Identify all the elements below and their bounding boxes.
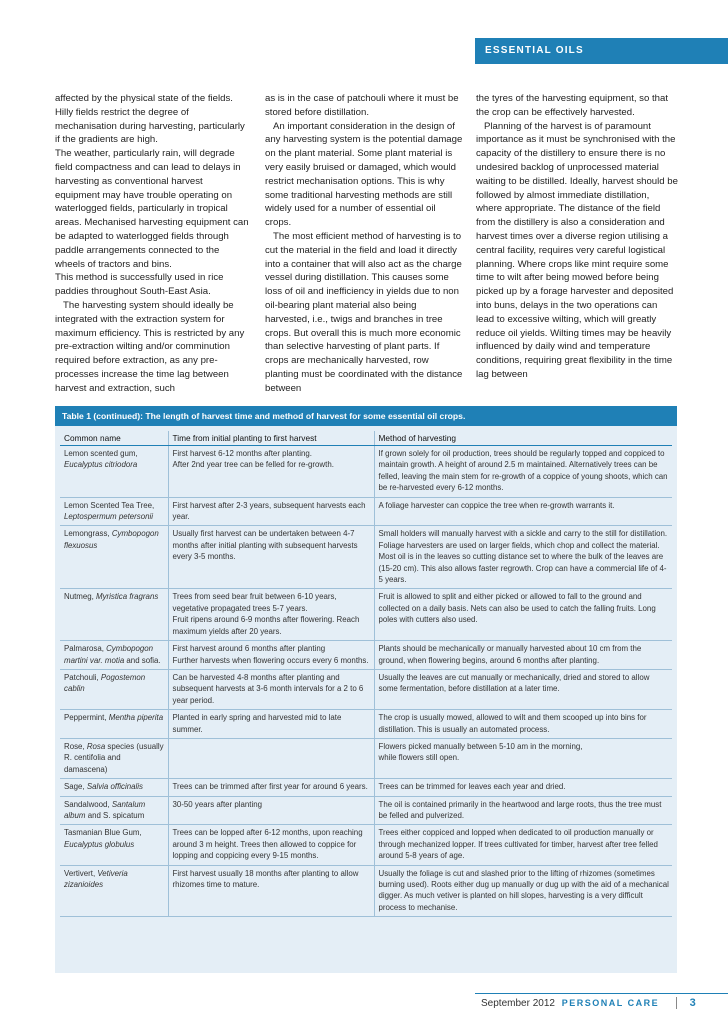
- cell-harvest-method: A foliage harvester can coppice the tree when re-growth warrants it.: [374, 497, 672, 526]
- table-row: [60, 710, 672, 739]
- cell-harvest-method: Trees can be trimmed for leaves each year and dried.: [374, 779, 672, 796]
- cell-harvest-time: First harvest 6-12 months after planting. After 2nd year tree can be felled for re-growth.: [168, 446, 374, 498]
- table-row: [60, 796, 672, 825]
- paragraph: as is in the case of patchouli where it must be stored before distillation.: [265, 93, 459, 118]
- cell-harvest-method: Fruit is allowed to split and either picked or allowed to fall to the ground and collected on a daily basis. Nets can also be used to catch the falling fruits. Long poles with cutters also used.: [374, 589, 672, 641]
- plant-name: Lemon scented gum,: [64, 449, 138, 458]
- cell-harvest-method: Plants should be mechanically or manually harvested about 10 cm from the ground, when flowering begins, around 6 months after planting.: [374, 641, 672, 670]
- cell-common-name: [60, 641, 168, 670]
- cell-harvest-time: [168, 738, 374, 778]
- cell-harvest-method: If grown solely for oil production, trees should be regularly topped and coppiced to maintain growth. A height of around 2.5 m maintained. Alternatively trees can be felled, leaving the main stem for re-growth of a coppice of young shoots, which can be re-harvested every 6-12 months.: [374, 446, 672, 498]
- cell-harvest-time: Trees from seed bear fruit between 6-10 years, vegetative propagated trees 5-7 years. Fruit ripens around 6-9 months after flowering. Reach maximum yields after 20 years.: [168, 589, 374, 641]
- cell-common-name: [60, 669, 168, 709]
- plant-name: Peppermint,: [64, 713, 109, 723]
- plant-name: Sage,: [64, 782, 87, 792]
- table-row: [60, 779, 672, 796]
- cell-common-name: [60, 738, 168, 778]
- cell-common-name: [60, 589, 168, 641]
- body-column-1: [55, 92, 250, 396]
- header-time: Time from initial planting to first harvest: [168, 431, 374, 446]
- table-row: [60, 825, 672, 865]
- plant-name: Palmarosa,: [64, 644, 107, 654]
- cell-harvest-method: Usually the leaves are cut manually or mechanically, dried and stored to allow some fermentation, before distillation at a later time.: [374, 669, 672, 709]
- paragraph: This method is successfully used in rice paddies throughout South-East Asia.: [55, 272, 224, 298]
- cell-harvest-method: The oil is contained primarily in the heartwood and large roots, thus the tree must be felled and pulverized.: [374, 796, 672, 825]
- cell-common-name: [60, 497, 168, 526]
- plant-name-extra: and sofia.: [124, 655, 161, 665]
- cell-harvest-time: First harvest after 2-3 years, subsequent harvests each year.: [168, 497, 374, 526]
- plant-name-extra: species (usually R. centifolia and damascena): [64, 741, 164, 774]
- table-header-row: [60, 431, 672, 446]
- paragraph: affected by the physical state of the fields. Hilly fields restrict the degree of mechanisation during harvesting, particularly if the gradients are high.: [55, 93, 245, 146]
- footer-publication: PERSONAL CARE: [561, 998, 660, 1008]
- plant-name: Nutmeg,: [64, 592, 97, 602]
- harvest-table-panel: [55, 406, 677, 973]
- table-row: [60, 446, 672, 498]
- cell-harvest-method: The crop is usually mowed, allowed to wilt and them scooped up into bins for distillation. This is usually an automated process.: [374, 710, 672, 739]
- cell-harvest-time: Planted in early spring and harvested mid to late summer.: [168, 710, 374, 739]
- footer-date: September 2012: [481, 998, 555, 1009]
- plant-name: Vertivert,: [64, 868, 98, 878]
- cell-harvest-method: Small holders will manually harvest with a sickle and carry to the still for distillation. Foliage harvesters are used on larger fields, which chop and collect the material. Most oil is in the leaves so cutting distance set to where the bulk of the leaves are (15-20 cm). This also allows faster regrowth. Crop can have a commercial life of 4-5 years.: [374, 526, 672, 589]
- paragraph: The weather, particularly rain, will degrade field compactness and can lead to delays in harvesting as conventional harvest equipment may have trouble operating on waterlogged fields, particularly in tropical areas. Mechanised harvesting equipment can be adapted to waterlogged fields through paddle arrangements connected to the wheels of tractors and bins.: [55, 148, 249, 270]
- table-row: [60, 669, 672, 709]
- cell-harvest-time: First harvest around 6 months after planting Further harvests when flowering occurs every 6 months.: [168, 641, 374, 670]
- cell-harvest-time: Trees can be trimmed after first year for around 6 years.: [168, 779, 374, 796]
- latin-name: Salvia officinalis: [86, 782, 143, 792]
- paragraph: The harvesting system should ideally be integrated with the extraction system for maximum efficiency. This is restricted by any pre-extraction wilting and/or comminution required before extraction, as any pre-processes increase the time lag between harvest and extraction, such: [55, 299, 245, 394]
- section-title: ESSENTIAL OILS: [485, 45, 584, 56]
- table-row: [60, 526, 672, 589]
- latin-name: Santalum album: [64, 799, 146, 820]
- footer-divider: [676, 997, 677, 1009]
- header-method: Method of harvesting: [374, 431, 672, 446]
- plant-name: Patchouli,: [64, 672, 101, 682]
- latin-name: Cymbopogon flexuosus: [64, 529, 159, 550]
- paragraph: Planning of the harvest is of paramount importance as it must be synchronised with the capacity of the distillery to ensure there is no undesired backlog of unprocessed material waiting to be distilled. Ideally, harvest should be followed by almost immediate distillation, where appropriate. The distance of the field from the distillery is also a consideration and harvest times over a diverse region utilising a central facility, requires very careful logistical planning. Where crops like mint require some time to wilt after being mowed before being picked up by a forage harvester and deposited into buns, delays in the two operations can lead to excessive wilting, which will greatly reduce oil yields. Wilting times may be heavily influenced by daily wind and temperature conditions, requiring great flexibility in the time lag between: [476, 120, 678, 380]
- body-column-3: [476, 92, 678, 382]
- plant-name: Lemongrass,: [64, 529, 112, 539]
- table-row: [60, 497, 672, 526]
- latin-name: Mentha piperita: [108, 713, 164, 723]
- latin-name: Myristica fragrans: [96, 592, 159, 602]
- cell-harvest-time: Trees can be lopped after 6-12 months, upon reaching around 3 m height. Trees then allowed to coppice for lopping and coppicing every 9-15 months.: [168, 825, 374, 865]
- paragraph: An important consideration in the design of any harvesting system is the potential damage on the plant material. Some plant material is very easily bruised or damaged, which would restrict mechanisation options. This is why some traditional harvesting methods are still widely used for a number of essential oil crops.: [265, 120, 463, 229]
- cell-common-name: [60, 796, 168, 825]
- page-footer: [481, 997, 696, 1009]
- table-title: Table 1 (continued): The length of harvest time and method of harvest for some essential oil crops.: [55, 406, 677, 426]
- paragraph: The most efficient method of harvesting is to cut the material in the field and load it directly into a container that will also act as the charge vessel during distillation. This causes some loss of oil and inefficiency in yields due to non oil-bearing plant material also being harvested, i.e., twigs and branches in tree crops. But overall this is much more economic than selective harvesting of plant parts. If crops are mechanically harvested, row planting must be coordinated with the distance between: [265, 230, 463, 394]
- latin-name: Leptospermum petersonii: [64, 512, 154, 522]
- cell-harvest-time: First harvest usually 18 months after planting to allow rhizomes time to mature.: [168, 865, 374, 917]
- cell-common-name: [60, 779, 168, 796]
- plant-name: Tasmanian Blue Gum,: [64, 828, 142, 838]
- latin-name: Eucalyptus globulus: [64, 839, 135, 849]
- cell-harvest-method: Flowers picked manually between 5-10 am in the morning, while flowers still open.: [374, 738, 672, 778]
- cell-common-name: [60, 446, 168, 498]
- table-row: [60, 641, 672, 670]
- page-number: 3: [689, 997, 696, 1009]
- plant-name: Rose,: [64, 741, 87, 751]
- table-row: [60, 738, 672, 778]
- latin-name: Cymbopogon martini var. motia: [64, 644, 154, 665]
- table-row: [60, 589, 672, 641]
- paragraph: the tyres of the harvesting equipment, so that the crop can be effectively harvested.: [476, 93, 668, 118]
- latin-name: Eucalyptus citriodora: [64, 460, 138, 470]
- plant-name-extra: and S. spicatum: [85, 810, 145, 820]
- footer-rule: [475, 993, 728, 994]
- latin-name: Pogostemon cablin: [64, 672, 146, 694]
- latin-name: Vetiveria zizanioides: [64, 868, 128, 889]
- cell-harvest-time: 30-50 years after planting: [168, 796, 374, 825]
- cell-harvest-time: Usually first harvest can be undertaken between 4-7 months after initial planting with subsequent harvests every 3-5 months.: [168, 526, 374, 589]
- latin-name: Rosa: [86, 741, 106, 751]
- cell-common-name: [60, 865, 168, 917]
- cell-harvest-method: Usually the foliage is cut and slashed prior to the lifting of rhizomes (sometimes burning used). Roots either dug up manually or dug up with the aid of a mechanical digger. As much vetiver is planted on hill slopes, harvesting is a very difficult process to mechanise.: [374, 865, 672, 917]
- cell-common-name: [60, 710, 168, 739]
- cell-common-name: [60, 526, 168, 589]
- plant-name: Sandalwood,: [64, 799, 112, 809]
- cell-harvest-time: Can be harvested 4-8 months after planting and subsequent harvests at 3-6 month intervals for a 2 to 6 year period.: [168, 669, 374, 709]
- harvest-table: [60, 431, 672, 917]
- header-common-name: Common name: [60, 431, 168, 446]
- cell-harvest-method: Trees either coppiced and lopped when dedicated to oil production manually or through mechanized lopper. If trees cultivated for timber, harvest after tree felled around 5-8 years of age.: [374, 825, 672, 865]
- cell-common-name: [60, 825, 168, 865]
- body-column-2: [265, 92, 463, 396]
- table-row: [60, 865, 672, 917]
- plant-name: Lemon Scented Tea Tree,: [64, 500, 155, 510]
- section-header-band: [475, 38, 728, 64]
